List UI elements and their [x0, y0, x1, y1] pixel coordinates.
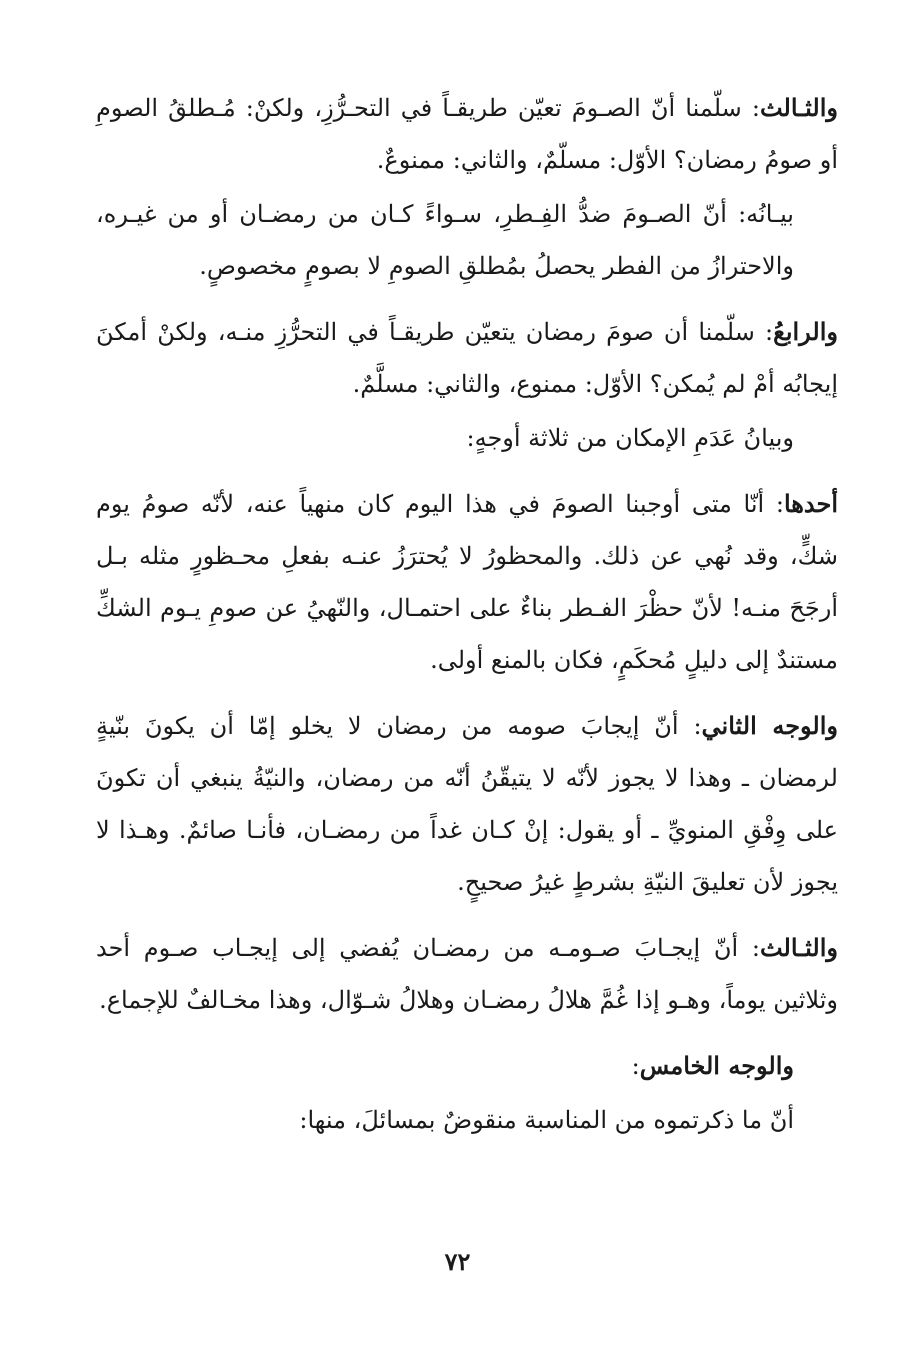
paragraph-text: :	[631, 1052, 640, 1080]
paragraph-first-aspect	[96, 478, 838, 686]
paragraph-lead: والثـالث	[759, 933, 838, 962]
paragraph-lead: أحدها	[783, 489, 839, 518]
paragraph-text: أنّ ما ذكرتموه من المناسبة منقوضٌ بمسائلَ، منها:	[299, 1106, 794, 1134]
paragraph-fifth-aspect-heading	[96, 1040, 838, 1092]
paragraph-lead: والوجه الثاني	[701, 711, 839, 740]
paragraph-text: : أنّا متى أوجبنا الصومَ في هذا اليوم كان منهياً عنه، لأنّه صومُ يوم شكٍّ، وقد نُهي عن ذلك. والمحظورُ لا يُحترَزُ عنـه بفعلِ محـظورٍ مثله بـل أرجَحَ منـه! لأنّ حظْرَ الفـطر بناءٌ على احتمـال، والنّهيُ عن صومِ يـوم الشكِّ مستندٌ إلى دليلٍ مُحكَمٍ، فكان بالمنع أولى.	[96, 490, 838, 674]
paragraph-second-aspect	[96, 700, 838, 908]
paragraph-text: : سلّمنا أن صومَ رمضان يتعيّن طريقـاً في التحرُّزِ منـه، ولكنْ أمكنَ إيجابُه أمْ لم يُمكن؟ الأوّل: ممنوع، والثاني: مسلَّمٌ.	[96, 318, 838, 398]
paragraph-three-aspects	[96, 412, 838, 464]
page-body	[96, 82, 838, 1146]
paragraph-lead: والوجه الخامس	[639, 1051, 794, 1080]
paragraph-explanation	[96, 188, 838, 292]
paragraph-lead: والثـالث	[759, 93, 838, 122]
paragraph-third-aspect	[96, 922, 838, 1026]
page-number: ٧٢	[444, 1247, 471, 1276]
paragraph-third-point	[96, 82, 838, 186]
paragraph-text: وبيانُ عَدَمِ الإمكان من ثلاثة أوجهٍ:	[466, 424, 794, 452]
paragraph-text: : سلّمنا أنّ الصـومَ تعيّن طريقـاً في التحـرُّزِ، ولكنْ: مُـطلقُ الصومِ أو صومُ رمضان؟ الأوّل: مسلّمٌ، والثاني: ممنوعٌ.	[96, 94, 838, 174]
paragraph-text: : أنّ إيجابَ صومه من رمضان لا يخلو إمّا أن يكونَ بنّيةٍ لرمضان ـ وهذا لا يجوز لأنّه لا يتيقّنُ أنّه من رمضان، والنيّةُ ينبغي أن تكونَ على وِفْقِ المنويِّ ـ أو يقول: إنْ كـان غداً من رمضـان، فأنـا صائمٌ. وهـذا لا يجوز لأن تعليقَ النيّةِ بشرطٍ غيرُ صحيحٍ.	[96, 712, 838, 896]
paragraph-text: : أنّ إيجـابَ صـومـه من رمضـان يُفضي إلى إيجـاب صـوم أحد وثلاثين يوماً، وهـو إذا غُمَّ هلالُ رمضـان وهلالُ شـوّال، وهذا مخـالفٌ للإجماع.	[96, 934, 838, 1014]
paragraph-lead: والرابعُ	[773, 317, 838, 346]
paragraph-text: بيـانُه: أنّ الصـومَ ضدُّ الفِـطرِ، سـواءً كـان من رمضـان أو من غيـره، والاحترازُ من الفطر يحصلُ بمُطلقِ الصومِ لا بصومٍ مخصوصٍ.	[96, 200, 794, 280]
paragraph-fourth-point	[96, 306, 838, 410]
paragraph-fifth-aspect-text	[96, 1094, 838, 1146]
